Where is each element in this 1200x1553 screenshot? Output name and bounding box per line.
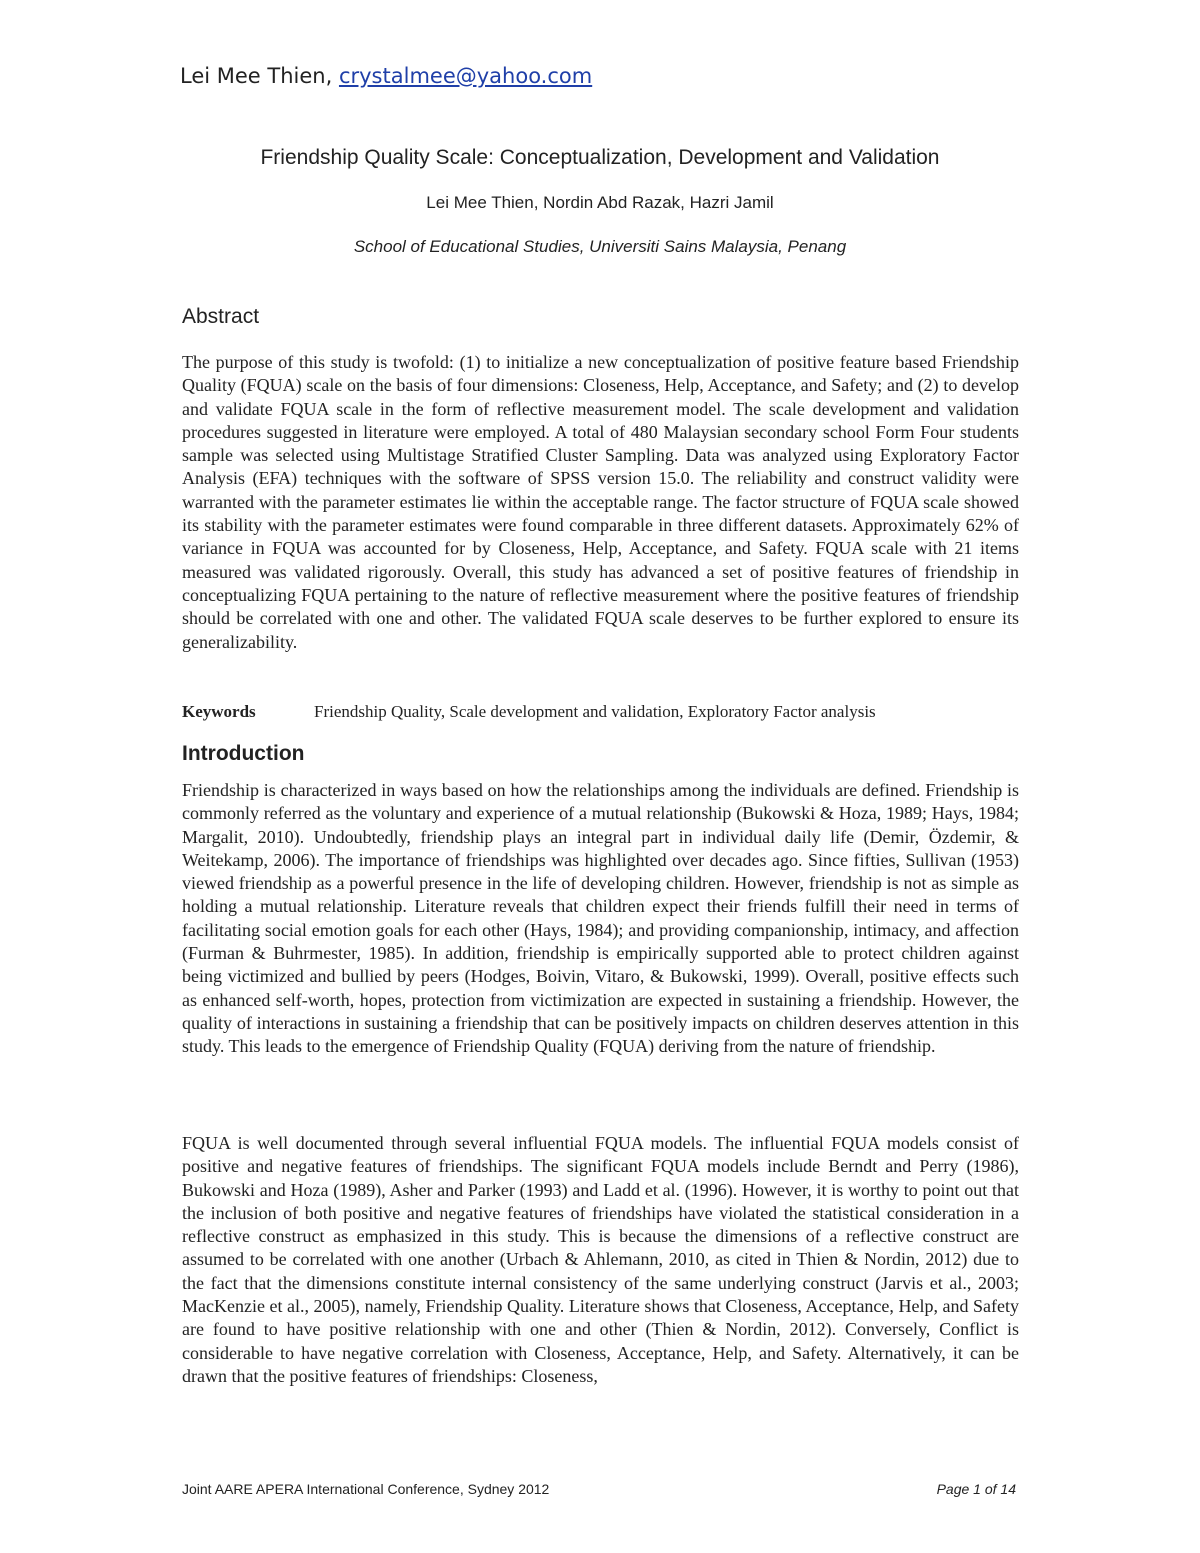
- paper-title: Friendship Quality Scale: Conceptualization, Development and Validation: [260, 146, 940, 169]
- paper-authors: Lei Mee Thien, Nordin Abd Razak, Hazri Jamil: [426, 193, 774, 212]
- paper-affiliation: School of Educational Studies, Universiti Sains Malaysia, Penang: [353, 237, 847, 256]
- introduction-paragraph-1: Friendship is characterized in ways based on how the relationships among the individuals are defined. Friendship is commonly referred as the voluntary and experience of a mutual relationship (Bukowski & Hoza, 1989; Hays, 1984; Margalit, 2010). Undoubtedly, friendship plays an integral part in individual daily life (Demir, Özdemir, & Weitekamp, 2006). The importance of friendships was highlighted over decades ago. Since fifties, Sullivan (1953) viewed friendship as a powerful presence in the life of developing children. However, friendship is not as simple as holding a mutual relationship. Literature reveals that children expect their friends fulfill their need in terms of facilitating social emotion goals for each other (Hays, 1984); and providing companionship, intimacy, and affection (Furman & Buhrmester, 1985). In addition, friendship is empirically supported able to protect children against being victimized and bullied by peers (Hodges, Boivin, Vitaro, & Bukowski, 1999). Overall, positive effects such as enhanced self-worth, hopes, protection from victimization are expected in sustaining a friendship. However, the quality of interactions in sustaining a friendship that can be positively impacts on children deserves attention in this study. This leads to the emergence of Friendship Quality (FQUA) deriving from the nature of friendship.: [182, 780, 1019, 1057]
- abstract-text: The purpose of this study is twofold: (1) to initialize a new conceptualization of positive feature based Friendship Quality (FQUA) scale on the basis of four dimensions: Closeness, Help, Acceptance, and Safety; and (2) to develop and validate FQUA scale in the form of reflective measurement model. The scale development and validation procedures suggested in literature were employed. A total of 480 Malaysian secondary school Form Four students sample was selected using Multistage Stratified Cluster Sampling. Data was analyzed using Exploratory Factor Analysis (EFA) techniques with the software of SPSS version 15.0. The reliability and construct validity were warranted with the parameter estimates lie within the acceptable range. The factor structure of FQUA scale showed its stability with the parameter estimates were found comparable in three different datasets. Approximately 62% of variance in FQUA was accounted for by Closeness, Help, Acceptance, and Safety. FQUA scale with 21 items measured was validated rigorously. Overall, this study has advanced a set of positive features of friendship in conceptualizing FQUA pertaining to the nature of reflective measurement where the positive features of friendship should be correlated with one and other. The validated FQUA scale deserves to be further explored to ensure its generalizability.: [182, 352, 1019, 652]
- abstract-heading: Abstract: [182, 305, 260, 328]
- introduction-heading: Introduction: [182, 742, 305, 765]
- keywords-text: Friendship Quality, Scale development and validation, Exploratory Factor analysis: [314, 702, 876, 721]
- header-author-name: Lei Mee Thien,: [180, 64, 339, 88]
- author-email-link[interactable]: crystalmee@yahoo.com: [338, 64, 593, 88]
- keywords-label: Keywords: [182, 702, 256, 721]
- header-author-line: [180, 64, 592, 88]
- footer-conference: Joint AARE APERA International Conference, Sydney 2012: [182, 1481, 550, 1497]
- introduction-paragraph-2: FQUA is well documented through several influential FQUA models. The influential FQUA models consist of positive and negative features of friendships. The significant FQUA models include Berndt and Perry (1986), Bukowski and Hoza (1989), Asher and Parker (1993) and Ladd et al. (1996). However, it is worthy to point out that the inclusion of both positive and negative features of friendships have violated the statistical consideration in a reflective construct as emphasized in this study. This is because the dimensions of a reflective construct are assumed to be correlated with one another (Urbach & Ahlemann, 2010, as cited in Thien & Nordin, 2012) due to the fact that the dimensions constitute internal consistency of the same underlying construct (Jarvis et al., 2003; MacKenzie et al., 2005), namely, Friendship Quality. Literature shows that Closeness, Acceptance, Help, and Safety are found to have positive relationship with one and other (Thien & Nordin, 2012). Conversely, Conflict is considerable to have negative correlation with Closeness, Acceptance, Help, and Safety. Alternatively, it can be drawn that the positive features of friendships: Closeness,: [182, 1133, 1019, 1386]
- footer-page-number: Page 1 of 14: [936, 1481, 1016, 1497]
- keywords-line: [182, 702, 876, 722]
